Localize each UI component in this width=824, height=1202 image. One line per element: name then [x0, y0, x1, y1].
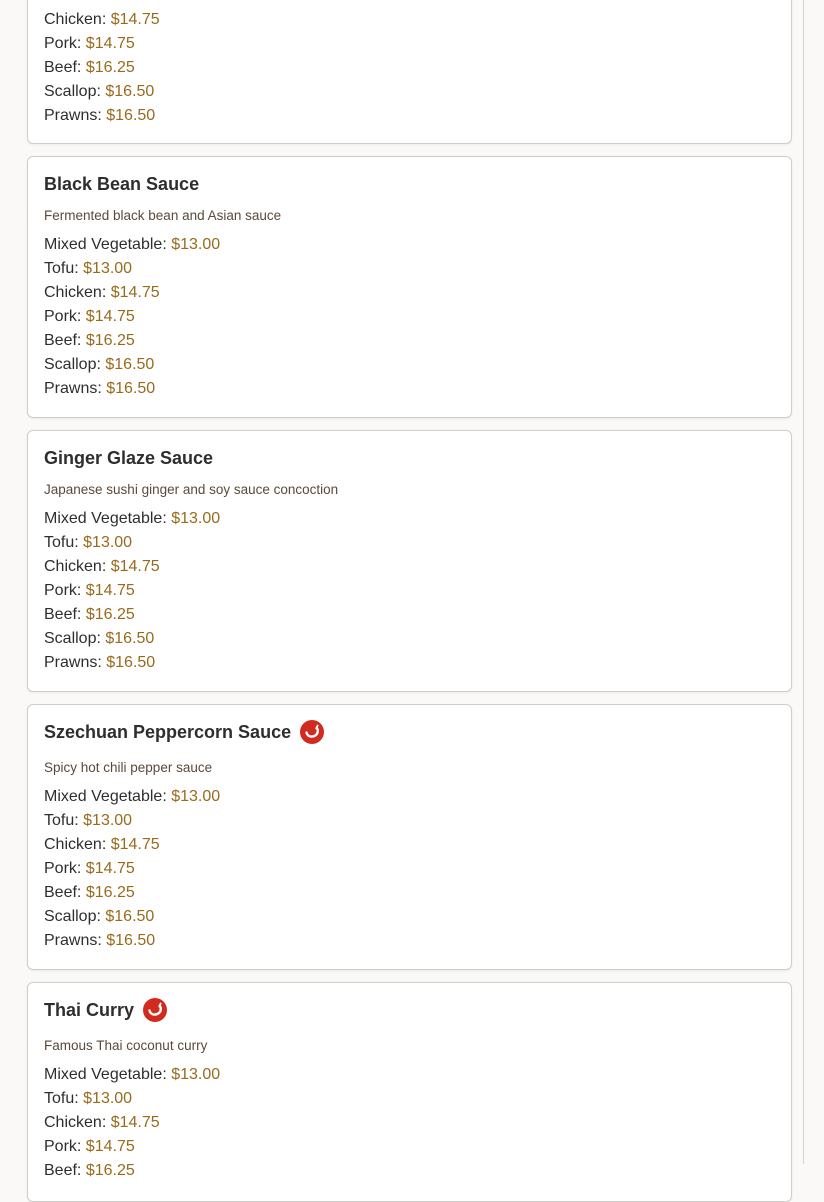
price-value: $13.00 — [83, 260, 133, 277]
price-row — [44, 8, 775, 32]
chili-pepper-icon — [300, 720, 324, 744]
sauce-description: Spicy hot chili pepper sauce — [44, 760, 213, 775]
price-label: Beef: — [44, 884, 86, 901]
price-row — [44, 233, 775, 257]
price-row — [44, 1135, 775, 1159]
price-label: Mixed Vegetable: — [44, 788, 172, 805]
price-value: $14.75 — [110, 11, 160, 28]
price-label: Beef: — [44, 332, 86, 349]
price-row — [44, 857, 775, 881]
sauce-description: Famous Thai coconut curry — [44, 1038, 208, 1053]
price-value: $16.25 — [85, 1162, 135, 1179]
price-value: $16.50 — [105, 356, 155, 373]
price-value: $16.50 — [106, 380, 156, 397]
price-row — [44, 507, 775, 531]
price-value: $13.00 — [171, 788, 221, 805]
price-row — [44, 1159, 775, 1183]
price-row — [44, 353, 775, 377]
price-label: Pork: — [44, 35, 86, 52]
sauce-description: Japanese sushi ginger and soy sauce concoction — [44, 482, 339, 497]
price-row — [44, 833, 775, 857]
price-label: Pork: — [44, 582, 86, 599]
price-row — [44, 1087, 775, 1111]
price-label: Tofu: — [44, 812, 84, 829]
price-label: Beef: — [44, 59, 86, 76]
price-value: $13.00 — [171, 1066, 221, 1083]
price-row — [44, 56, 775, 80]
price-value: $16.25 — [85, 332, 135, 349]
price-value: $14.75 — [85, 582, 135, 599]
price-label: Tofu: — [44, 534, 84, 551]
price-label: Pork: — [44, 1138, 86, 1155]
price-value: $16.25 — [85, 59, 135, 76]
sauce-title: Szechuan Peppercorn Sauce — [44, 717, 775, 747]
price-row — [44, 809, 775, 833]
price-label: Scallop: — [44, 630, 106, 647]
price-label: Pork: — [44, 860, 86, 877]
price-value: $14.75 — [110, 836, 160, 853]
price-row — [44, 1111, 775, 1135]
price-label: Chicken: — [44, 558, 111, 575]
sauce-card-ginger-glaze — [27, 430, 792, 692]
price-value: $13.00 — [171, 236, 221, 253]
price-label: Scallop: — [44, 83, 106, 100]
price-value: $13.00 — [83, 534, 133, 551]
price-row — [44, 1063, 775, 1087]
price-row — [44, 377, 775, 401]
sauce-card-thai-curry — [27, 982, 792, 1202]
price-label: Prawns: — [44, 107, 107, 124]
price-value: $14.75 — [110, 558, 160, 575]
price-value: $16.50 — [105, 630, 155, 647]
price-label: Beef: — [44, 606, 86, 623]
sauce-title: Thai Curry — [44, 995, 775, 1025]
price-label: Mixed Vegetable: — [44, 1066, 172, 1083]
price-row — [44, 32, 775, 56]
price-row — [44, 329, 775, 353]
price-value: $13.00 — [83, 812, 133, 829]
price-row — [44, 281, 775, 305]
price-label: Scallop: — [44, 356, 106, 373]
price-label: Prawns: — [44, 932, 107, 949]
price-value: $14.75 — [110, 284, 160, 301]
sauce-title: Ginger Glaze Sauce — [44, 447, 214, 468]
price-list — [44, 785, 775, 953]
price-list — [44, 8, 775, 128]
price-value: $16.50 — [106, 107, 156, 124]
price-label: Scallop: — [44, 908, 106, 925]
price-row — [44, 579, 775, 603]
price-list — [44, 233, 775, 401]
price-label: Pork: — [44, 308, 86, 325]
price-value: $14.75 — [85, 308, 135, 325]
price-row — [44, 80, 775, 104]
price-row — [44, 627, 775, 651]
price-row — [44, 257, 775, 281]
price-label: Mixed Vegetable: — [44, 236, 172, 253]
price-value: $13.00 — [171, 510, 221, 527]
price-label: Prawns: — [44, 654, 107, 671]
price-list — [44, 1063, 775, 1183]
price-row — [44, 929, 775, 953]
price-label: Tofu: — [44, 260, 84, 277]
price-label: Chicken: — [44, 836, 111, 853]
sauce-card-black-bean — [27, 156, 792, 418]
price-value: $14.75 — [85, 35, 135, 52]
price-list — [44, 507, 775, 675]
price-row — [44, 104, 775, 128]
price-row — [44, 555, 775, 579]
price-row — [44, 905, 775, 929]
price-row — [44, 785, 775, 809]
price-value: $14.75 — [110, 1114, 160, 1131]
sauce-title: Black Bean Sauce — [44, 173, 200, 194]
price-value: $16.50 — [105, 908, 155, 925]
price-value: $16.25 — [85, 884, 135, 901]
sauce-card-partial — [27, 0, 792, 144]
price-row — [44, 881, 775, 905]
price-label: Chicken: — [44, 11, 111, 28]
price-label: Chicken: — [44, 284, 111, 301]
price-value: $14.75 — [85, 860, 135, 877]
price-value: $14.75 — [85, 1138, 135, 1155]
price-value: $16.50 — [106, 654, 156, 671]
price-value: $16.50 — [105, 83, 155, 100]
price-row — [44, 531, 775, 555]
price-label: Beef: — [44, 1162, 86, 1179]
price-value: $16.50 — [106, 932, 156, 949]
sauce-description: Fermented black bean and Asian sauce — [44, 208, 282, 223]
price-row — [44, 603, 775, 627]
price-row — [44, 305, 775, 329]
chili-pepper-icon — [143, 998, 167, 1022]
sauce-card-szechuan-peppercorn — [27, 704, 792, 970]
price-value: $13.00 — [83, 1090, 133, 1107]
price-value: $16.25 — [85, 606, 135, 623]
price-label: Prawns: — [44, 380, 107, 397]
price-row — [44, 651, 775, 675]
price-label: Tofu: — [44, 1090, 84, 1107]
price-label: Mixed Vegetable: — [44, 510, 172, 527]
price-label: Chicken: — [44, 1114, 111, 1131]
